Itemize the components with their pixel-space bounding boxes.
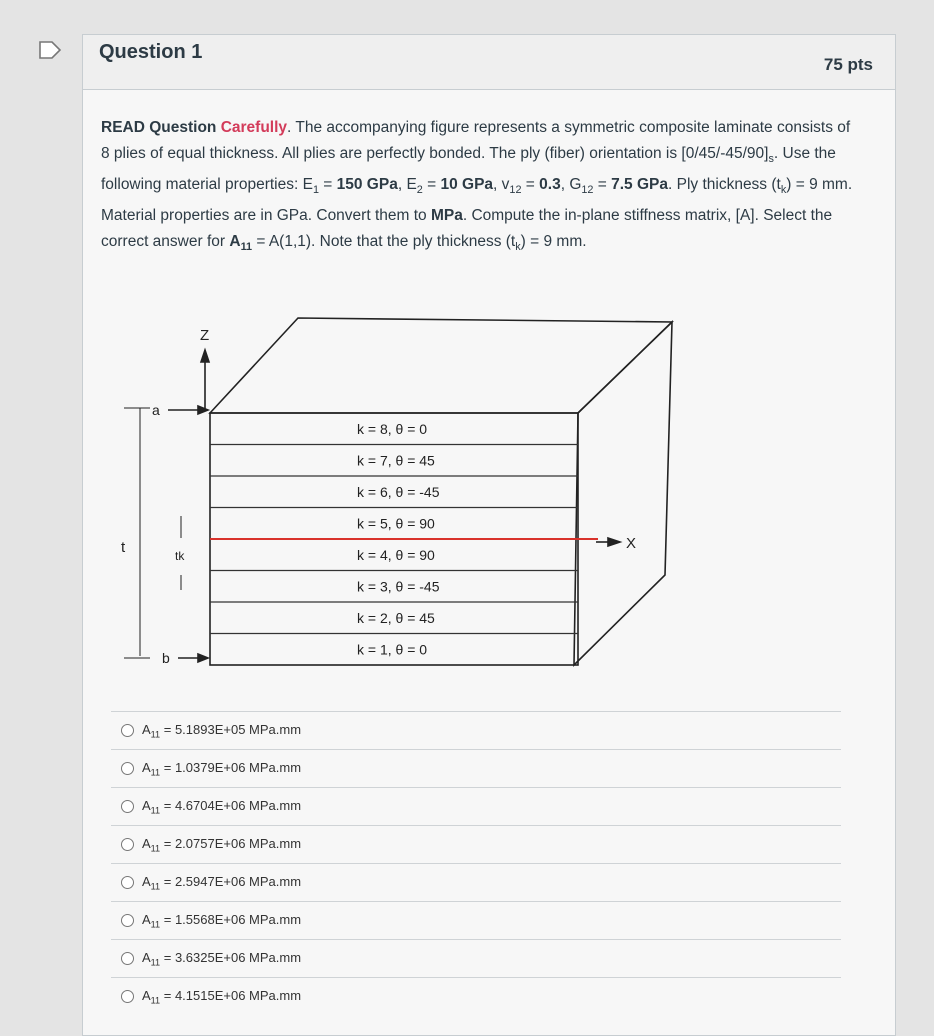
answer-label: $A_{11} = 1.5568E+06$ MPa.mm — [142, 911, 302, 930]
answer-label: $A_{11} = 2.0757E+06$ MPa.mm — [142, 835, 302, 854]
answer-label: $A_{11} = 3.6325E+06$ MPa.mm — [142, 949, 302, 968]
ply-label: k = 2, θ = 45 — [357, 609, 435, 626]
radio-button[interactable] — [121, 914, 134, 927]
question-text: READ Question Carefully. The accompanying figure represents a symmetric composite laminate consists of 8 plies of equal thickness. All plies are perfectly bonded. The ply (fiber) orientation is $[0/45/-45/90]_s$. Use the following material properties: $E_1 = 150$ GPa, $E_2 = 10$ GPa, $v_{12} = 0.3$, $G_{12} = 7.5$ GPa. Ply thickness $(t_k) = 9$ mm. Material properties are in GPa. Convert them to MPa. Compute the in-plane stiffness matrix, [A]. Select the correct answer for $A_{11} = A(1,1)$. Note that the ply thickness $(t_k) = 9$ mm. — [101, 119, 853, 254]
answer-label: $A_{11} = 1.0379E+06$ MPa.mm — [142, 759, 302, 778]
ply-label: k = 6, θ = -45 — [357, 483, 440, 500]
answer-label: $A_{11} = 2.5947E+06$ MPa.mm — [142, 873, 302, 892]
answer-label: $A_{11} = 4.1515E+06$ MPa.mm — [142, 987, 302, 1006]
ply-label: k = 4, θ = 90 — [357, 546, 435, 563]
answer-label: $A_{11} = 4.6704E+06$ MPa.mm — [142, 797, 302, 816]
answer-option[interactable] — [111, 749, 841, 787]
top-face — [210, 318, 672, 413]
answer-option[interactable] — [111, 711, 841, 749]
answer-option[interactable] — [111, 787, 841, 825]
radio-button[interactable] — [121, 724, 134, 737]
radio-button[interactable] — [121, 990, 134, 1003]
answer-option[interactable] — [111, 901, 841, 939]
x-axis-label: X — [626, 535, 637, 552]
z-axis-label: Z — [200, 327, 210, 344]
radio-button[interactable] — [121, 838, 134, 851]
ply-label: k = 1, θ = 0 — [357, 641, 428, 658]
radio-button[interactable] — [121, 800, 134, 813]
answer-list — [111, 711, 841, 1015]
t-label: t — [121, 539, 126, 556]
ply-label: k = 7, θ = 45 — [357, 452, 435, 469]
answer-option[interactable] — [111, 939, 841, 977]
ply-label: k = 8, θ = 0 — [357, 420, 428, 437]
ply-label: k = 3, θ = -45 — [357, 578, 440, 595]
radio-button[interactable] — [121, 952, 134, 965]
question-title: Question 1 — [99, 41, 203, 63]
answer-option[interactable] — [111, 977, 841, 1015]
question-points: 75 pts — [823, 55, 873, 74]
a-label: a — [152, 402, 160, 418]
answer-option[interactable] — [111, 825, 841, 863]
answer-option[interactable] — [111, 863, 841, 901]
answer-label: $A_{11} = 5.1893E+05$ MPa.mm — [142, 721, 302, 740]
ply-label: k = 5, θ = 90 — [357, 515, 435, 532]
b-label: b — [162, 650, 170, 666]
radio-button[interactable] — [121, 762, 134, 775]
right-face — [574, 322, 672, 665]
radio-button[interactable] — [121, 876, 134, 889]
tk-label: tk — [175, 549, 185, 563]
